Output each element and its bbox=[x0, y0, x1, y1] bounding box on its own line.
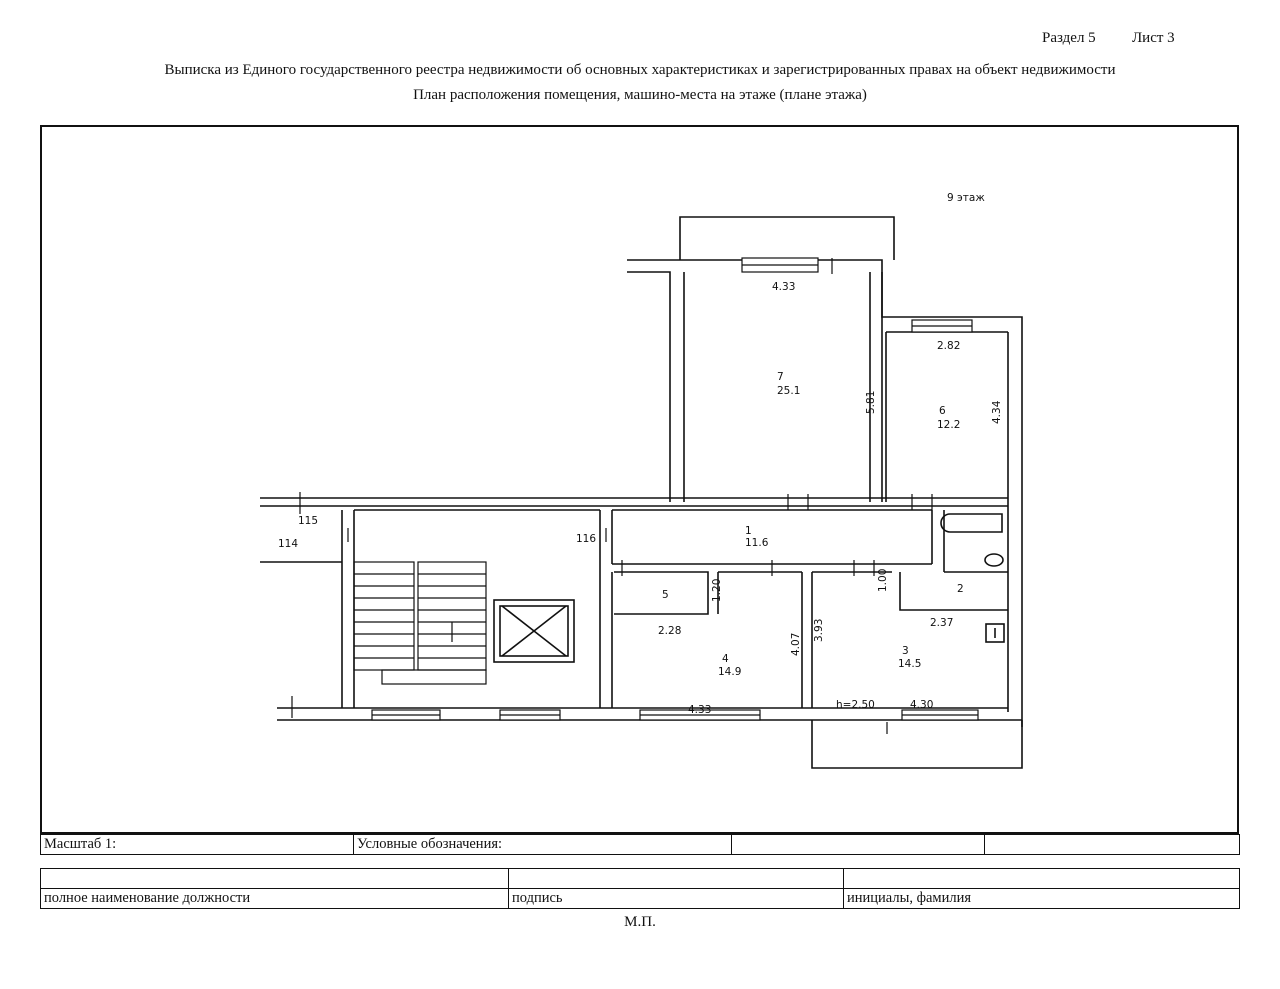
floor-plan-drawing bbox=[42, 127, 1237, 832]
legend-table bbox=[40, 834, 1240, 855]
room-4-number: 4 bbox=[722, 653, 729, 665]
floor-label: 9 этаж bbox=[947, 192, 985, 204]
dim-434: 4.34 bbox=[991, 400, 1003, 424]
room-5-number: 5 bbox=[662, 589, 669, 601]
signature-cell-top bbox=[509, 869, 844, 889]
stamp-place: М.П. bbox=[624, 914, 656, 930]
balcony-top bbox=[680, 217, 894, 260]
scale-label: Масштаб 1: bbox=[41, 835, 354, 855]
room-6-number: 6 bbox=[939, 405, 946, 417]
dim-100: 1.00 bbox=[877, 568, 889, 592]
floor-plan-frame bbox=[40, 125, 1239, 834]
toilet bbox=[985, 554, 1003, 566]
room-6-area: 12.2 bbox=[937, 419, 961, 431]
outer-wall-room7-left bbox=[627, 272, 670, 502]
balcony-bottom bbox=[812, 720, 1022, 768]
section-number: Раздел 5 bbox=[1042, 30, 1096, 46]
sheet-number: Лист 3 bbox=[1132, 30, 1175, 46]
dim-282: 2.82 bbox=[937, 340, 961, 352]
dim-433-bottom: 4.33 bbox=[688, 704, 712, 716]
name-cell-top bbox=[844, 869, 1240, 889]
dim-228: 2.28 bbox=[658, 625, 682, 637]
dim-393: 3.93 bbox=[813, 618, 825, 642]
document-title: Выписка из Единого государственного реестра недвижимости об основных характеристиках и зарегистрированных правах на объект недвижимости bbox=[164, 62, 1116, 78]
dim-433-top: 4.33 bbox=[772, 281, 796, 293]
position-label: полное наименование должности bbox=[41, 889, 509, 909]
room-7-number: 7 bbox=[777, 371, 784, 383]
dim-430: 4.30 bbox=[910, 699, 934, 711]
symbols-label: Условные обозначения: bbox=[354, 835, 732, 855]
dim-581: 5.81 bbox=[865, 390, 877, 414]
ceiling-height: h=2.50 bbox=[836, 699, 875, 711]
room-2-outline bbox=[900, 572, 1008, 610]
stairs bbox=[354, 562, 486, 684]
room-3-number: 3 bbox=[902, 645, 909, 657]
room-5-outline bbox=[614, 572, 708, 614]
dim-120: 1.20 bbox=[711, 578, 723, 602]
signature-label: подпись bbox=[509, 889, 844, 909]
windows bbox=[372, 258, 978, 720]
signature-table bbox=[40, 868, 1240, 909]
name-label: инициалы, фамилия bbox=[844, 889, 1240, 909]
dim-407: 4.07 bbox=[790, 632, 802, 656]
position-cell-top bbox=[41, 869, 509, 889]
room-2-number: 2 bbox=[957, 583, 964, 595]
room-4-area: 14.9 bbox=[718, 666, 742, 678]
legend-blank-2 bbox=[985, 835, 1240, 855]
room-3-area: 14.5 bbox=[898, 658, 922, 670]
dim-116: 116 bbox=[576, 533, 597, 545]
dim-115: 115 bbox=[298, 515, 319, 527]
room-7-area: 25.1 bbox=[777, 385, 801, 397]
dim-114: 114 bbox=[278, 538, 299, 550]
dim-237: 2.37 bbox=[930, 617, 954, 629]
document-subtitle: План расположения помещения, машино-места на этаже (плане этажа) bbox=[413, 87, 867, 103]
room-1-area: 11.6 bbox=[745, 537, 769, 549]
bathtub bbox=[941, 514, 1002, 532]
legend-blank-1 bbox=[732, 835, 985, 855]
room-1-number: 1 bbox=[745, 525, 752, 537]
